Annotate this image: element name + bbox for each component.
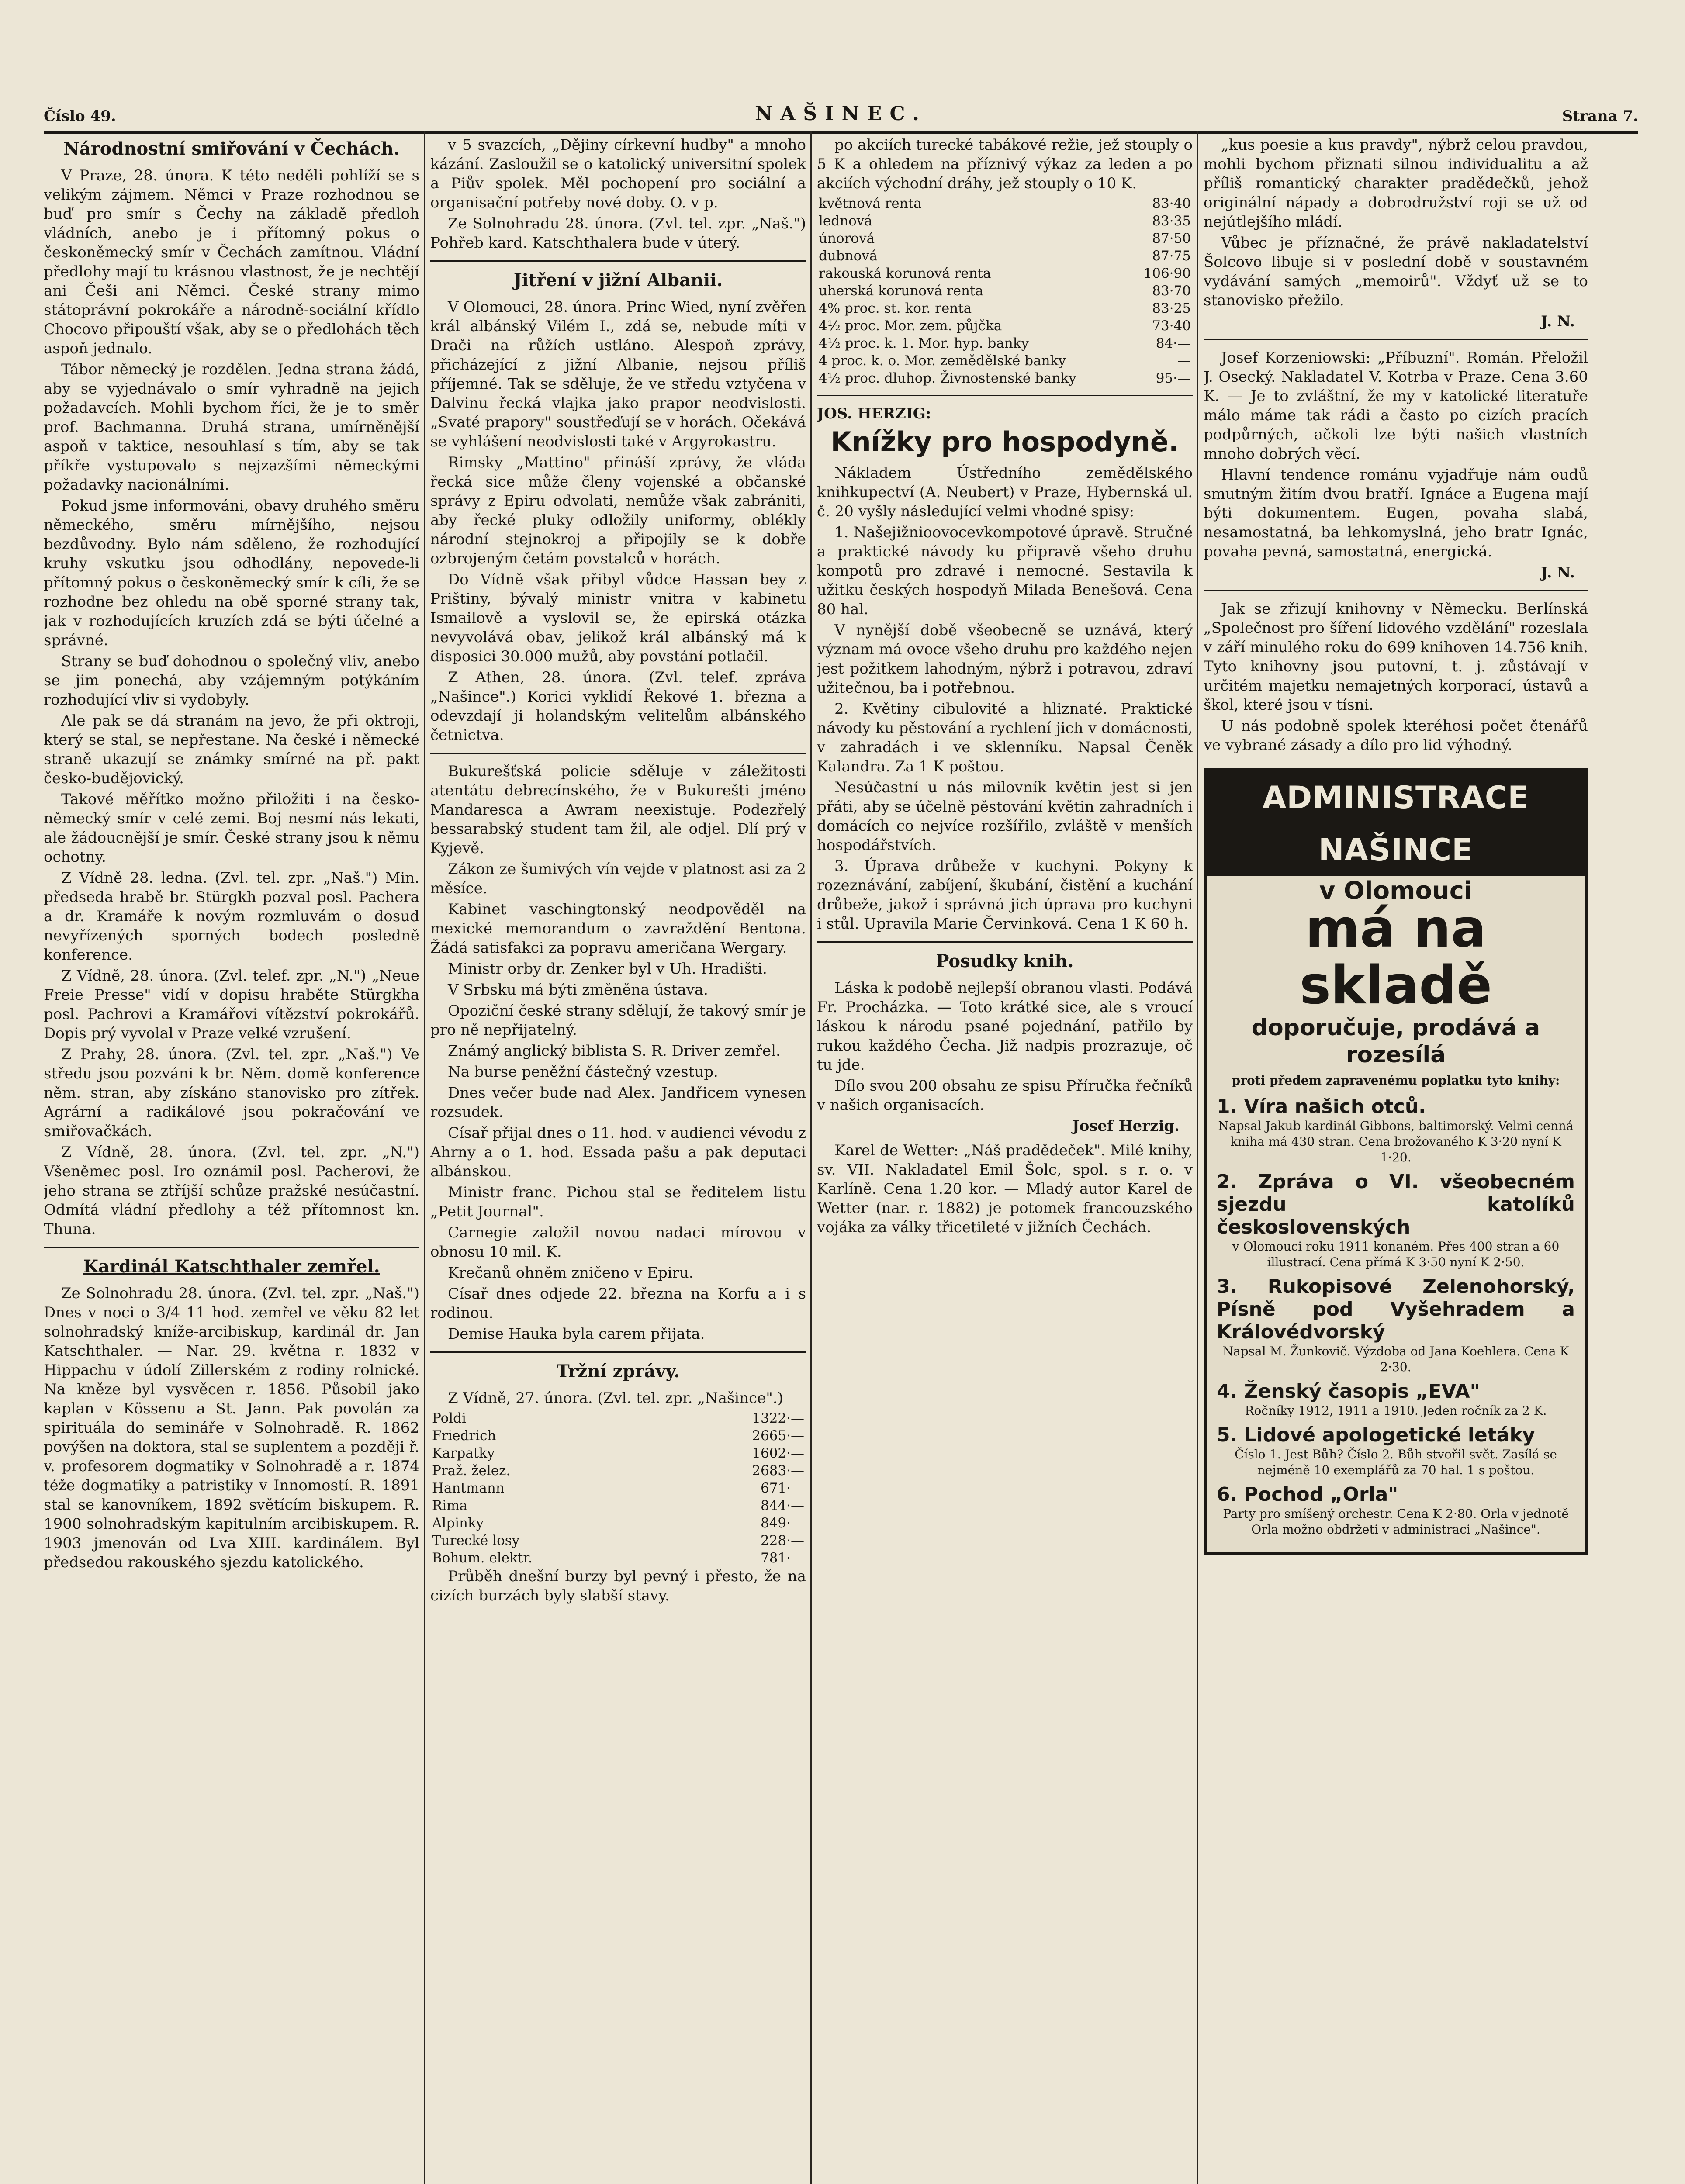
rate-value: 2665·—	[752, 1428, 804, 1444]
rate-name: Bohum. elektr.	[432, 1550, 533, 1566]
rate-value: 2683·—	[752, 1463, 804, 1479]
rate-value: 781·—	[760, 1550, 804, 1566]
ad-book-desc: Ročníky 1912, 1911 a 1910. Jeden ročník za 2 K.	[1245, 1403, 1547, 1418]
article-author: JOS. HERZIG:	[817, 405, 931, 422]
rate-row	[430, 1497, 806, 1514]
signature: Josef Herzig.	[1072, 1117, 1180, 1135]
article-paragraph: Ze Solnohradu 28. února. (Zvl. tel. zpr. „Naš.") Dnes v noci o 3/4 11 hod. zemřel ve věku 82 let solnohradský kníže-arcibiskup, kardinál dr. Jan Katschthaler. — Nar. 29. května r. 1832 v Hippachu v údolí Zillerském z rodiny rolnické. Na kněze byl vysvěcen r. 1856. Působil jako kaplan v Kössenu a St. Jann. Pak povolán za spirituála do semináře v Solnohradě. R. 1862 povýšen na doktora, stal se suplentem a později ř. v. profesorem dogmatiky v Solnohradě a r. 1874 téže dogmatiky a patristiky v Innomostí. R. 1891 stal se kanovníkem, 1892 světícím biskupem. R. 1900 solnohradským kapitulním arcibiskupem. R. 1903 jmenován od Lva XIII. kardinálem. Byl předsedou rakouského sjezdu katolického.	[44, 1285, 419, 1571]
ad-headline: má na skladě	[1299, 898, 1492, 1016]
ad-book-title: 2. Zpráva o VI. všeobecném sjezdu katolíků československých	[1217, 1171, 1575, 1238]
market-rates-table	[430, 1410, 806, 1567]
article-paragraph: Z Vídně 28. ledna. (Zvl. tel. zpr. „Naš.") Min. předseda hrabě br. Stürgkh pozval posl. Pachera a dr. Kramáře k novým rozmluvám o dosud nevyřízených sporných bodech posledně konference.	[44, 869, 419, 964]
ad-book-desc: v Olomouci roku 1911 konaném. Přes 400 stran a 60 illustrací. Cena přímá K 3·50 nyní K 2·50.	[1232, 1239, 1560, 1269]
article-paragraph: Z Prahy, 28. února. (Zvl. tel. zpr. „Naš.") Ve středu jsou pozváni k br. Něm. domě konference něm. stran, aby získáno stanovisko pro zítřek. Agrární a radikálové jsou pokračování ve smiřovačkách.	[44, 1046, 419, 1140]
rate-row	[817, 370, 1193, 387]
news-item: Carnegie založil novou nadaci mírovou v obnosu 10 mil. K.	[430, 1224, 806, 1261]
article-paragraph: Nesúčastní u nás milovník květin jest si jen přáti, aby se účelně pěstování květin zahradních i domácích co nejvíce rozšířilo, zvláště v menších hospodářstvích.	[817, 779, 1193, 854]
ad-book-desc: Party pro smíšený orchestr. Cena K 2·80. Orla v jednotě Orla možno obdržeti v administraci „Našince".	[1223, 1507, 1569, 1537]
news-item: Bukurešťská policie sděluje v záležitosti atentátu debrecínského, že v Bukurešti jméno Mandaresca a Awram neexistuje. Podezřelý bessarabský student tam žil, ale odjel. Dlí prý v Kyjevě.	[430, 763, 806, 857]
rate-row	[430, 1410, 806, 1427]
article-paragraph: U nás podobně spolek kteréhosi počet čtenářů ve vybrané zásady a dílo pro lid výhodný.	[1204, 717, 1588, 754]
section-rule	[430, 1351, 806, 1353]
news-item: Opoziční české strany sdělují, že takový smír je pro ně nepřijatelný.	[430, 1002, 806, 1039]
news-item: Na burse peněžní částečný vzestup.	[448, 1063, 718, 1081]
article-paragraph: Jak se zřizují knihovny v Německu. Berlínská „Společnost pro šíření lidového vzdělání" rozeslala v září minulého roku do 699 knihoven 14.756 knih. Tyto knihovny jsou putovní, t. j. zůstávají v určitém majetku nemajetných korporací, ústavů a škol, které jsou v tísni.	[1204, 600, 1588, 714]
rate-value: 73·40	[1152, 318, 1191, 334]
rate-row	[817, 300, 1193, 317]
rate-row	[817, 195, 1193, 212]
rate-name: Friedrich	[432, 1428, 496, 1444]
rate-value: 95·—	[1156, 370, 1191, 386]
rate-name: dubnová	[819, 248, 878, 264]
ad-book-item	[1207, 1095, 1585, 1165]
article-paragraph: V nynější době všeobecně se uznává, který význam má ovoce všeho druhu pro každého nejen jest požitkem lahodným, nýbrž i potravou, zdraví užitečnou, ba i potřebnou.	[817, 622, 1193, 697]
rate-value: 106·90	[1143, 266, 1191, 281]
article-paragraph: Josef Korzeniowski: „Příbuzní". Román. Přeložil J. Osecký. Nakladatel V. Kotrba v Praze. Cena 3.60 K. — Je to zvláštní, že my v katolické literatuře málo máme tak rádi a často po cizích pracích podpůrných, ačkoli lze býti našich vlastních mnoho dobrých věcí.	[1204, 349, 1588, 463]
rate-value: 671·—	[760, 1480, 804, 1496]
rate-name: Karpatky	[432, 1445, 495, 1461]
news-item: Císař dnes odjede 22. března na Korfu a i s rodinou.	[430, 1285, 806, 1322]
issue-number: Číslo 49.	[44, 107, 116, 125]
rate-name: 4 proc. k. o. Mor. zemědělské banky	[819, 353, 1066, 369]
rate-row	[817, 335, 1193, 352]
rate-name: Hantmann	[432, 1480, 505, 1496]
ad-note: proti předem zapravenému poplatku tyto knihy:	[1232, 1073, 1560, 1088]
rate-name: Turecké losy	[432, 1533, 520, 1548]
rate-value: 84·—	[1156, 335, 1191, 351]
rate-name: Praž. želez.	[432, 1463, 511, 1479]
article-paragraph: Z Vídně, 27. února. (Zvl. tel. zpr. „Našince".)	[448, 1389, 783, 1407]
article-paragraph: Z Vídně, 28. února. (Zvl. tel. zpr. „N.") Všeněmec posl. Iro oznámil posl. Pacherovi, že jeho strana se ztříjší schůze pražské nesúčastní. Odmítá vládní předlohy a též přítomnost kn. Thuna.	[44, 1144, 419, 1238]
column-divider	[424, 131, 425, 2184]
news-item: Císař přijal dnes o 11. hod. v audienci vévodu z Ahrny a o 1. hod. Essada pašu a pak deputaci albánskou.	[430, 1124, 806, 1180]
rate-name: rakouská korunová renta	[819, 266, 991, 281]
signature: J. N.	[1541, 564, 1575, 581]
ad-book-item	[1207, 1275, 1585, 1375]
news-item: Ministr orby dr. Zenker byl v Uh. Hradišti.	[448, 960, 767, 978]
ad-book-title: 1. Víra našich otců.	[1217, 1095, 1426, 1118]
rate-name: 4½ proc. Mor. zem. půjčka	[819, 318, 1002, 334]
article-paragraph: Hlavní tendence románu vyjadřuje nám oudů smutným žitím dvou bratří. Ignáce a Eugena mají býti dokumentem. Eugen, povaha slabá, nesamostatná, ba lehkomyslná, jeho bratr Ignác, povaha pevná, samostatná, energická.	[1204, 466, 1588, 560]
rate-row	[817, 247, 1193, 265]
article-paragraph: Nákladem Ústředního zemědělského knihkupectví (A. Neubert) v Praze, Hybernská ul. č. 20 vyšly následující velmi vhodné spisy:	[817, 464, 1193, 520]
rate-row	[430, 1479, 806, 1497]
article-paragraph: v 5 svazcích, „Dějiny církevní hudby" a mnoho kázání. Zasloužil se o katolický universitní spolek a Piův spolek. Měl pochopení pro sociální a organisační potřeby nové doby. O. v p.	[430, 136, 806, 211]
article-paragraph: Pokud jsme informováni, obavy druhého směru německého, směru mírnějšího, nejsou bezdůvodny. Bylo nám sděleno, že rozhodující kruhy vskutku jsou odhodlány, nepovede-li přítomný pokus o českoněmecký smír k cíli, že se rozhodne bez ohledu na obě sporné strany tak, jak v rozhodujících kruzích zdá se býti účelné a správné.	[44, 497, 419, 649]
rate-name: únorová	[819, 231, 875, 246]
rate-row	[817, 265, 1193, 282]
news-item: Krečanů ohněm zničeno v Epiru.	[448, 1264, 694, 1282]
rate-name: uherská korunová renta	[819, 283, 983, 299]
column-divider	[810, 131, 812, 2184]
rate-name: 4½ proc. k. 1. Mor. hyp. banky	[819, 335, 1029, 351]
article-title: Jitření v jižní Albanii.	[513, 270, 723, 290]
rate-row	[817, 352, 1193, 370]
rate-row	[430, 1549, 806, 1567]
page-number: Strana 7.	[1562, 107, 1638, 125]
rate-value: 87·50	[1152, 231, 1191, 246]
article-paragraph: Láska k podobě nejlepší obranou vlasti. Podává Fr. Procházka. — Toto krátké sice, ale s vroucí láskou k národu psané pojednání, patřilo by rukou každého Čecha. Již nadpis prozrazuje, oč tu jde.	[817, 979, 1193, 1074]
article-paragraph: 2. Květiny cibulovité a hliznaté. Praktické návody ku pěstování a rychlení jich v domácnosti, v zahradách i ve sklenníku. Napsal Čeněk Kalandra. Za 1 K poštou.	[817, 700, 1193, 775]
rate-row	[817, 317, 1193, 335]
ad-book-title: 6. Pochod „Orla"	[1217, 1483, 1398, 1506]
rate-value: 83·40	[1152, 196, 1191, 211]
section-rule	[1204, 339, 1588, 340]
page-header	[44, 83, 1638, 134]
article-paragraph: Strany se buď dohodnou o společný vliv, anebo se jim ponechá, aby vzájemným potýkáním rozhodující vliv si vydobyly.	[44, 653, 419, 708]
bond-rates-table	[817, 195, 1193, 387]
rate-value: 849·—	[760, 1515, 804, 1531]
rate-name: Alpinky	[432, 1515, 484, 1531]
news-item: Dnes večer bude nad Alex. Jandřicem vynesen rozsudek.	[430, 1084, 806, 1121]
section-rule	[1204, 590, 1588, 591]
rate-value: 83·70	[1152, 283, 1191, 299]
rate-row	[817, 212, 1193, 230]
ad-book-item	[1207, 1171, 1585, 1270]
article-paragraph: V Praze, 28. února. K této neděli pohlíží se s velikým zájmem. Němci v Praze rozhodnou se buď pro smír s Čechy na základě předloh vládních, anebo je i přítomný pokus o českoněmecký smír v Čechách zamítnou. Vládní předlohy mají tu krásnou vlastnost, že je nechtějí ani Češi ani Němci. České strany mimo státoprávní pokrokáře a národně-sociální křídlo Chocovo připouští však, aby se o předlohách těch aspoň jednalo.	[44, 167, 419, 357]
article-paragraph: 1. Našejižnioovocevkompotové úpravě. Stručné a praktické návody ku připravě všeho druhu kompotů pro zdravé i nemocné. Sestavila k užitku českých hospodyň Milada Benešová. Cena 80 hal.	[817, 524, 1193, 618]
article-paragraph: Průběh dnešní burzy byl pevný i přesto, že na cizích burzách byly slabší stavy.	[430, 1568, 806, 1604]
rate-name: květnová renta	[819, 196, 922, 211]
rate-name: Poldi	[432, 1410, 466, 1426]
rate-row	[430, 1462, 806, 1479]
article-paragraph: Rimsky „Mattino" přináší zprávy, že vláda řecká sice může členy vojenské a občanské správy z Epiru odvolati, nemůže však zabrániti, aby řecké pluky odložily uniformy, oblékly národní stejnokroj a připojily se k dobře ozbrojeným četám povstalců v horách.	[430, 454, 806, 567]
rate-value: 83·35	[1152, 213, 1191, 229]
news-item: V Srbsku má býti změněna ústava.	[448, 981, 708, 999]
column-divider	[1197, 131, 1198, 2184]
article-title: Národnostní smiřování v Čechách.	[63, 138, 400, 159]
article-paragraph: Z Vídně, 28. února. (Zvl. telef. zpr. „N.") „Neue Freie Presse" vidí v dopisu hraběte Stürgkha posl. Pachrovi a Kramářovi vítězství pokrokářů. Dopis prý vyvolal v Praze velké vzrušení.	[44, 967, 419, 1042]
news-item: Zákon ze šumivých vín vejde v platnost asi za 2 měsíce.	[430, 860, 806, 897]
article-paragraph: 3. Úprava drůbeže v kuchyni. Pokyny k rozeznávání, zabíjení, škubání, čistění a kuchání drůbeže, jakož i správná jich úprava pro kuchyni i stůl. Upravila Marie Červinková. Cena 1 K 60 h.	[817, 857, 1193, 933]
section-rule	[430, 753, 806, 754]
rate-value: 87·75	[1152, 248, 1191, 264]
ad-book-desc: Napsal Jakub kardinál Gibbons, baltimorský. Velmi cenná kniha má 430 stran. Cena brožovaného K 3·20 nyní K 1·20.	[1218, 1119, 1574, 1165]
article-paragraph: po akciích turecké tabákové režie, jež stouply o 5 K a ohledem na příznivý výkaz za leden a po akciích východní dráhy, jež stouply o 10 K.	[817, 136, 1193, 192]
ad-book-item	[1207, 1483, 1585, 1538]
ad-book-item	[1207, 1380, 1585, 1419]
ad-subheadline: doporučuje, prodává a rozesílá	[1251, 1015, 1540, 1068]
article-title: Posudky knih.	[936, 951, 1074, 971]
section-rule	[44, 1247, 419, 1248]
rate-row	[817, 230, 1193, 247]
news-item: Známý anglický biblista S. R. Driver zemřel.	[448, 1042, 781, 1060]
rate-value: 228·—	[760, 1533, 804, 1548]
ad-city: v Olomouci	[1319, 877, 1473, 905]
ad-book-title: 3. Rukopisové Zelenohorský, Písně pod Vyšehradem a Královédvorský	[1217, 1275, 1575, 1343]
rate-row	[430, 1514, 806, 1532]
advertisement-box	[1204, 768, 1588, 1555]
article-paragraph: V Olomouci, 28. února. Princ Wied, nyní zvěřen král albánský Vilém I., zdá se, nebude míti v Drači na růžích ustláno. Alespoň zprávy, přicházející z jižní Albanie, nejsou příliš příjemné. Tak se sděluje, že ve středu vztyčena v Dalvinu řecká vlajka jako prapor neodvislosti. „Svaté prapory" soustřeďují se v horách. Očekává se vyhlášení neodvislosti také v Argyrokastru.	[430, 298, 806, 450]
ad-book-title: 4. Ženský časopis „EVA"	[1217, 1380, 1480, 1403]
article-paragraph: Dílo svou 200 obsahu ze spisu Příručka řečníků v našich organisacích.	[817, 1077, 1193, 1114]
column-3	[817, 135, 1193, 2184]
rate-name: 4% proc. st. kor. renta	[819, 301, 972, 316]
article-paragraph: „kus poesie a kus pravdy", nýbrž celou pravdou, mohli bychom přiznati silnou individualitu a až příliš romantický charakter pradědečků, jehož originální nápady a dobrodružství roji se už od nejútlejšího mládí.	[1204, 136, 1588, 231]
article-title: Knížky pro hospodyně.	[830, 426, 1179, 458]
rate-name: lednová	[819, 213, 872, 229]
rate-value: 1602·—	[752, 1445, 804, 1461]
article-title: Tržní zprávy.	[556, 1361, 680, 1382]
rate-row	[430, 1444, 806, 1462]
article-paragraph: Tábor německý je rozdělen. Jedna strana žádá, aby se vyjednávalo o smír vyhradně na jejich požadavcích. Mohli bychom říci, že je to směr prof. Bachmanna. Druhá strana, umírněnější aspoň v taktice, nesouhlasí s tím, aby se tak příkře vystupovalo s nejzazšími německými požadavky nacionálními.	[44, 361, 419, 494]
rate-value: 1322·—	[752, 1410, 804, 1426]
rate-row	[430, 1427, 806, 1444]
rate-value: —	[1177, 353, 1191, 369]
column-2	[430, 135, 806, 2184]
rate-value: 844·—	[760, 1498, 804, 1514]
rate-row	[430, 1532, 806, 1549]
article-paragraph: Vůbec je příznačné, že právě nakladatelství Šolcovo libuje si v poslední době v soustavném vydávání samých „memoirů". Vždyť už se to stanovisko přežilo.	[1204, 234, 1588, 309]
ad-book-desc: Napsal M. Žunkovič. Výzdoba od Jana Koehlera. Cena K 2·30.	[1222, 1344, 1569, 1374]
rate-value: 83·25	[1152, 301, 1191, 316]
column-1	[44, 135, 419, 2184]
section-rule	[430, 260, 806, 262]
column-4	[1204, 135, 1588, 2184]
article-paragraph: Karel de Wetter: „Náš pradědeček". Milé knihy, sv. VII. Nakladatel Emil Šolc, spol. s r. o. v Karlíně. Cena 1.20 kor. — Mladý autor Karel de Wetter (nar. r. 1882) je potomek francouzského vojáka za války třicetileté v jižních Čechách.	[817, 1142, 1193, 1236]
section-rule	[817, 395, 1193, 396]
news-item: Ministr franc. Pichou stal se ředitelem listu „Petit Journal".	[430, 1184, 806, 1220]
rate-name: Rima	[432, 1498, 468, 1514]
article-paragraph: Ze Solnohradu 28. února. (Zvl. tel. zpr. „Naš.") Pohřeb kard. Katschthalera bude v úterý.	[430, 215, 806, 252]
ad-banner: ADMINISTRACE NAŠINCE	[1207, 771, 1585, 876]
article-paragraph: Z Athen, 28. února. (Zvl. telef. zpráva „Našince".) Korici vyklidí Řekové 1. března a odevzdají ji holandským velitelům albánského četnictva.	[430, 669, 806, 744]
ad-book-item	[1207, 1424, 1585, 1478]
rate-name: 4½ proc. dluhop. Živnostenské banky	[819, 370, 1076, 386]
article-paragraph: Takové měřítko možno přiložiti i na česko-německý smír v celé zemi. Boj nesmí nás lekati, ale žádoucnější je smír. České strany jsou k němu ochotny.	[44, 791, 419, 866]
ad-book-desc: Číslo 1. Jest Bůh? Číslo 2. Bůh stvořil svět. Zasílá se nejméně 10 exemplářů za 70 hal. 1 s poštou.	[1235, 1447, 1557, 1477]
ad-book-title: 5. Lidové apologetické letáky	[1217, 1424, 1535, 1446]
news-item: Demise Hauka byla carem přijata.	[448, 1325, 705, 1343]
article-paragraph: Ale pak se dá stranám na jevo, že při oktroji, který se stal, se nepřestane. Na české i německé straně ukazují se známky smírné na př. pakt česko-budějovický.	[44, 712, 419, 787]
signature: J. N.	[1541, 313, 1575, 330]
masthead-title: NAŠINEC.	[754, 103, 927, 125]
rate-row	[817, 282, 1193, 300]
article-title: Kardinál Katschthaler zemřel.	[83, 1256, 380, 1277]
section-rule	[817, 941, 1193, 943]
article-paragraph: Do Vídně však přibyl vůdce Hassan bey z Prištiny, bývalý ministr vnitra v kabinetu Ismailově a vyslovil se, že epirská otázka nevyvolává obav, jelikož král albánský má k disposici 30.000 mužů, aby povstání potlačil.	[430, 571, 806, 665]
news-item: Kabinet vaschingtonský neodpověděl na mexické memorandum o zavraždění Bentona. Žádá satisfakci za popravu američana Wergary.	[430, 901, 806, 957]
